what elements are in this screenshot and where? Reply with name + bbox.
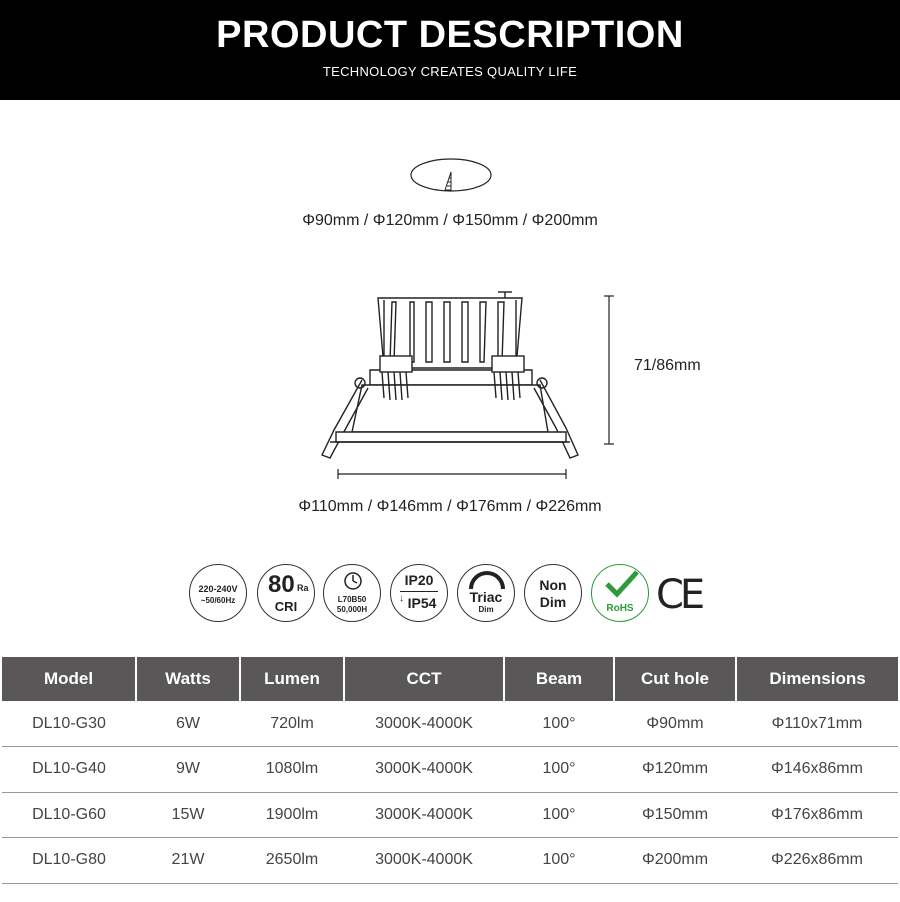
page-subtitle: TECHNOLOGY CREATES QUALITY LIFE bbox=[322, 64, 578, 79]
voltage-top-label: 220-240V bbox=[198, 584, 238, 594]
col-header-cut-hole: Cut hole bbox=[614, 657, 736, 701]
nondim-top-label: Non bbox=[539, 577, 567, 593]
height-size: 71/86mm bbox=[634, 357, 701, 374]
cell-cct: 3000K-4000K bbox=[344, 792, 504, 838]
col-header-dimensions: Dimensions bbox=[736, 657, 898, 701]
height-dimension-line bbox=[604, 296, 614, 444]
cri-label: CRI bbox=[274, 599, 298, 614]
cell-lumen: 720lm bbox=[240, 701, 344, 747]
page-title: PRODUCT DESCRIPTION bbox=[216, 14, 684, 56]
cut-hole-sizes: Φ90mm / Φ120mm / Φ150mm / Φ200mm bbox=[302, 212, 598, 229]
lifetime-badge bbox=[323, 564, 383, 624]
cri-ra: Ra bbox=[297, 583, 309, 593]
cell-watts: 9W bbox=[136, 747, 240, 793]
col-header-model: Model bbox=[2, 657, 136, 701]
nondim-bottom-label: Dim bbox=[539, 594, 567, 610]
voltage-bottom-label: ~50/60Hz bbox=[200, 596, 236, 605]
cell-dimensions: Φ176x86mm bbox=[736, 792, 898, 838]
cell-cct: 3000K-4000K bbox=[344, 701, 504, 747]
ip-top-label: IP20 bbox=[404, 572, 434, 588]
cell-model: DL10-G40 bbox=[2, 747, 136, 793]
cell-beam: 100° bbox=[504, 701, 614, 747]
lifetime-top-label: L70B50 bbox=[337, 595, 367, 604]
cell-cct: 3000K-4000K bbox=[344, 747, 504, 793]
ip-rating-badge bbox=[390, 564, 450, 624]
col-header-beam: Beam bbox=[504, 657, 614, 701]
cell-model: DL10-G80 bbox=[2, 838, 136, 884]
table-row bbox=[2, 747, 898, 793]
triac-label: Triac bbox=[469, 589, 503, 605]
cell-cut-hole: Φ200mm bbox=[614, 838, 736, 884]
cell-cut-hole: Φ120mm bbox=[614, 747, 736, 793]
cut-hole-icon bbox=[411, 159, 491, 191]
cell-lumen: 2650lm bbox=[240, 838, 344, 884]
rohs-label: RoHS bbox=[606, 603, 634, 614]
triac-dim-badge bbox=[457, 564, 517, 624]
outer-diameter-sizes: Φ110mm / Φ146mm / Φ176mm / Φ226mm bbox=[298, 498, 602, 515]
check-icon bbox=[601, 569, 641, 599]
spec-table bbox=[2, 657, 898, 884]
cell-beam: 100° bbox=[504, 838, 614, 884]
width-dimension-line bbox=[338, 469, 566, 479]
cell-dimensions: Φ226x86mm bbox=[736, 838, 898, 884]
non-dim-badge bbox=[524, 564, 584, 624]
cell-beam: 100° bbox=[504, 747, 614, 793]
cell-cut-hole: Φ150mm bbox=[614, 792, 736, 838]
table-row bbox=[2, 701, 898, 747]
table-header-row bbox=[2, 657, 898, 701]
cell-watts: 15W bbox=[136, 792, 240, 838]
ip-bottom-label: IP54 bbox=[407, 595, 437, 611]
cell-cct: 3000K-4000K bbox=[344, 838, 504, 884]
cell-dimensions: Φ110x71mm bbox=[736, 701, 898, 747]
cell-model: DL10-G60 bbox=[2, 792, 136, 838]
voltage-badge bbox=[189, 564, 249, 624]
cell-dimensions: Φ146x86mm bbox=[736, 747, 898, 793]
arrow-down-icon: ↓ bbox=[399, 593, 404, 604]
ce-mark: CE bbox=[656, 572, 702, 618]
cell-cut-hole: Φ90mm bbox=[614, 701, 736, 747]
cell-watts: 6W bbox=[136, 701, 240, 747]
cri-value: 80 bbox=[268, 571, 295, 598]
rohs-badge bbox=[591, 564, 651, 624]
triac-sub-label: Dim bbox=[478, 605, 494, 614]
lifetime-bottom-label: 50,000H bbox=[336, 605, 368, 614]
cell-lumen: 1080lm bbox=[240, 747, 344, 793]
cell-beam: 100° bbox=[504, 792, 614, 838]
col-header-watts: Watts bbox=[136, 657, 240, 701]
dimmer-arc-icon bbox=[467, 571, 507, 591]
cri-badge bbox=[257, 564, 317, 624]
cell-model: DL10-G30 bbox=[2, 701, 136, 747]
cell-lumen: 1900lm bbox=[240, 792, 344, 838]
downlight-side-view bbox=[322, 292, 578, 458]
table-row bbox=[2, 792, 898, 838]
table-row bbox=[2, 838, 898, 884]
col-header-lumen: Lumen bbox=[240, 657, 344, 701]
clock-icon bbox=[343, 571, 363, 591]
col-header-cct: CCT bbox=[344, 657, 504, 701]
cell-watts: 21W bbox=[136, 838, 240, 884]
